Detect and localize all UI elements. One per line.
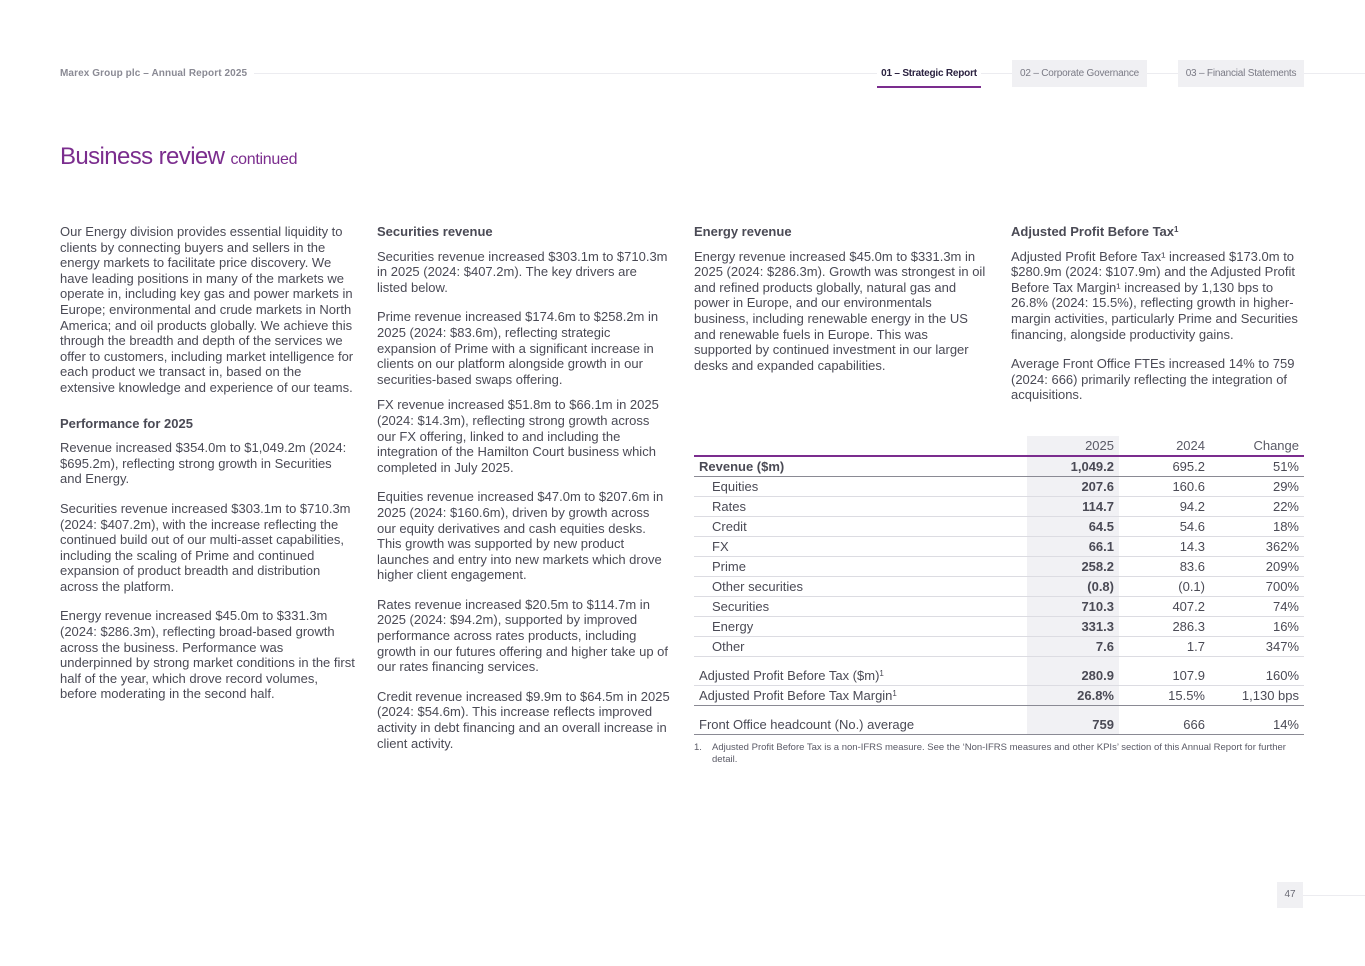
- column-energy-intro: [60, 224, 355, 716]
- value-change: 14%: [1210, 715, 1304, 735]
- table-row: [694, 477, 1304, 497]
- page-number: 47: [1277, 882, 1303, 908]
- value-change: 51%: [1210, 456, 1304, 477]
- energy-revenue-paragraph: Energy revenue increased $45.0m to $331.3m in 2025 (2024: $286.3m). Growth was strongest in oil and refined products globally, natural gas and power in Europe, and our environmentals business, including renewable energy in the US and renewable fuels in Europe. This was supported by continued investment in our larger desks and expanded capabilities.: [694, 248, 986, 373]
- table-row-adjusted-pbt-margin: [694, 686, 1304, 706]
- table-row: [694, 617, 1304, 637]
- footnote-ref: 1: [1174, 225, 1179, 234]
- value-2025: 759: [1027, 715, 1119, 735]
- table-spacer: [694, 657, 1304, 667]
- adjusted-pbt-heading: [1011, 224, 1306, 240]
- value-2025: 1,049.2: [1027, 456, 1119, 477]
- tab-strategic-report[interactable]: 01 – Strategic Report: [877, 60, 981, 88]
- row-label: Revenue ($m): [694, 456, 1027, 477]
- rates-paragraph: Rates revenue increased $20.5m to $114.7m in 2025 (2024: $94.2m), supported by improved performance across rates products, including growth in our futures offering and higher take up of our rates financing services.: [377, 596, 669, 675]
- page-title-main: Business review: [60, 143, 225, 170]
- row-label: Equities: [694, 477, 1027, 497]
- value-2024: (0.1): [1119, 577, 1210, 597]
- row-label: Other securities: [694, 577, 1027, 597]
- table-row-revenue: [694, 456, 1304, 477]
- table-header-2025: 2025: [1027, 436, 1119, 456]
- tab-financial-statements[interactable]: 03 – Financial Statements: [1178, 60, 1304, 87]
- value-2024: 695.2: [1119, 456, 1210, 477]
- row-label: Prime: [694, 557, 1027, 577]
- table-header-row: [694, 436, 1304, 456]
- footer-rule: [1303, 895, 1365, 896]
- footnote: [694, 742, 1304, 766]
- column-securities-revenue: [377, 224, 670, 765]
- value-change: 362%: [1210, 537, 1304, 557]
- value-2025: 26.8%: [1027, 686, 1119, 706]
- value-change: 74%: [1210, 597, 1304, 617]
- credit-paragraph: Credit revenue increased $9.9m to $64.5m in 2025 (2024: $54.6m). This increase reflects improved activity in debt financing and an overall increase in client activity.: [377, 688, 670, 751]
- value-2024: 83.6: [1119, 557, 1210, 577]
- performance-energy-paragraph: Energy revenue increased $45.0m to $331.3m (2024: $286.3m), reflecting broad-based growth across the business. Performance was underpinned by strong market conditions in the first half of the year, which drove record volumes, before moderating in the second half.: [60, 608, 355, 702]
- page-title-subtitle: continued: [230, 151, 298, 168]
- value-change: 18%: [1210, 517, 1304, 537]
- footnote-ref: 1: [879, 669, 884, 678]
- column-energy-revenue: [694, 224, 986, 387]
- row-label: Rates: [694, 497, 1027, 517]
- table-header-label: [694, 436, 1027, 456]
- value-change: 700%: [1210, 577, 1304, 597]
- revenue-table: [694, 436, 1304, 735]
- table-row-adjusted-pbt: [694, 666, 1304, 686]
- prime-paragraph: Prime revenue increased $174.6m to $258.2m in 2025 (2024: $83.6m), reflecting strategic expansion of Prime with a significant increase in clients on our platform alongside growth in our securities-based swaps offering.: [377, 309, 659, 387]
- value-change: 160%: [1210, 666, 1304, 686]
- value-change: 16%: [1210, 617, 1304, 637]
- front-office-fte-paragraph: Average Front Office FTEs increased 14% to 759 (2024: 666) primarily reflecting the integration of acquisitions.: [1011, 356, 1295, 403]
- table-row: [694, 517, 1304, 537]
- value-2024: 160.6: [1119, 477, 1210, 497]
- table-header-2024: 2024: [1119, 436, 1210, 456]
- value-2025: 258.2: [1027, 557, 1119, 577]
- value-2024: 15.5%: [1119, 686, 1210, 706]
- footnote-number: 1.: [694, 742, 702, 753]
- value-2025: (0.8): [1027, 577, 1119, 597]
- value-2025: 66.1: [1027, 537, 1119, 557]
- table-row: [694, 497, 1304, 517]
- row-label-text: Adjusted Profit Before Tax ($m): [699, 668, 880, 683]
- column-adjusted-pbt: [1011, 224, 1306, 417]
- value-change: 347%: [1210, 637, 1304, 657]
- performance-heading: Performance for 2025: [60, 415, 193, 431]
- value-change: 1,130 bps: [1210, 686, 1304, 706]
- value-2024: 107.9: [1119, 666, 1210, 686]
- energy-division-intro: Our Energy division provides essential liquidity to clients by connecting buyers and sellers in the energy markets to facilitate price discovery. We have leading positions in many of the markets we operate in, including key gas and power markets in Europe; environmental and crude markets in North America; and oil products globally. We achieve this through the breadth and depth of the services we offer to customers, including market intelligence for each product we transact in, based on the extensive knowledge and experience of our teams.: [60, 224, 354, 395]
- equities-paragraph: Equities revenue increased $47.0m to $207.6m in 2025 (2024: $160.6m), driven by growth across our equity derivatives and cash equities desks. This growth was supported by new product launches and entry into new markets which drove higher client engagement.: [377, 489, 664, 583]
- table-row: [694, 597, 1304, 617]
- row-label: Energy: [694, 617, 1027, 637]
- value-2025: 7.6: [1027, 637, 1119, 657]
- value-change: 209%: [1210, 557, 1304, 577]
- value-change: 22%: [1210, 497, 1304, 517]
- page-title: [60, 143, 297, 171]
- adjusted-pbt-heading-text: Adjusted Profit Before Tax: [1011, 224, 1175, 239]
- table-row: [694, 537, 1304, 557]
- table-row: [694, 557, 1304, 577]
- row-label: Other: [694, 637, 1027, 657]
- value-2024: 14.3: [1119, 537, 1210, 557]
- row-label: Credit: [694, 517, 1027, 537]
- fx-paragraph: FX revenue increased $51.8m to $66.1m in 2025 (2024: $14.3m), reflecting strong growth across our FX offering, linked to and including the integration of the Hamilton Court business which completed in July 2025.: [377, 397, 659, 475]
- performance-securities-paragraph: Securities revenue increased $303.1m to $710.3m (2024: $407.2m), with the increase reflecting the continued build out of our multi-asset capabilities, including the scaling of Prime and continued expansion of product breadth and distribution across the platform.: [60, 500, 351, 594]
- table-row-headcount: [694, 715, 1304, 735]
- securities-revenue-heading: Securities revenue: [377, 224, 493, 239]
- value-2024: 94.2: [1119, 497, 1210, 517]
- row-label: Securities: [694, 597, 1027, 617]
- table-row: [694, 637, 1304, 657]
- value-2025: 280.9: [1027, 666, 1119, 686]
- row-label: FX: [694, 537, 1027, 557]
- footnote-text: Adjusted Profit Before Tax is a non-IFRS measure. See the ‘Non-IFRS measures and other KPIs’ section of this Annual Report for further detail.: [712, 742, 1286, 765]
- adjusted-pbt-paragraph: Adjusted Profit Before Tax¹ increased $173.0m to $280.9m (2024: $107.9m) and the Adjusted Profit Before Tax Margin¹ increased by 1,130 bps to 26.8% (2024: 15.5%), reflecting growth in higher-margin activities, particularly Prime and Securities financing, alongside productivity gains.: [1011, 248, 1298, 342]
- energy-revenue-heading: Energy revenue: [694, 224, 792, 239]
- tab-corporate-governance[interactable]: 02 – Corporate Governance: [1012, 60, 1147, 87]
- securities-overview-paragraph: Securities revenue increased $303.1m to $710.3m in 2025 (2024: $407.2m). The key drivers are listed below.: [377, 248, 668, 295]
- row-label: Front Office headcount (No.) average: [694, 715, 1027, 735]
- table-header-change: Change: [1210, 436, 1304, 456]
- row-label: [694, 666, 1027, 686]
- value-2025: 710.3: [1027, 597, 1119, 617]
- value-2024: 407.2: [1119, 597, 1210, 617]
- table-spacer: [694, 706, 1304, 716]
- value-2024: 286.3: [1119, 617, 1210, 637]
- value-2025: 331.3: [1027, 617, 1119, 637]
- performance-revenue-paragraph: Revenue increased $354.0m to $1,049.2m (2024: $695.2m), reflecting strong growth in Securities and Energy.: [60, 440, 347, 487]
- value-2025: 207.6: [1027, 477, 1119, 497]
- value-2025: 64.5: [1027, 517, 1119, 537]
- row-label: [694, 686, 1027, 706]
- value-2024: 666: [1119, 715, 1210, 735]
- value-2025: 114.7: [1027, 497, 1119, 517]
- value-2024: 1.7: [1119, 637, 1210, 657]
- report-title: Marex Group plc – Annual Report 2025: [60, 68, 248, 79]
- row-label-text: Adjusted Profit Before Tax Margin: [699, 688, 893, 703]
- value-change: 29%: [1210, 477, 1304, 497]
- footnote-ref: 1: [892, 689, 897, 698]
- value-2024: 54.6: [1119, 517, 1210, 537]
- table-row: [694, 577, 1304, 597]
